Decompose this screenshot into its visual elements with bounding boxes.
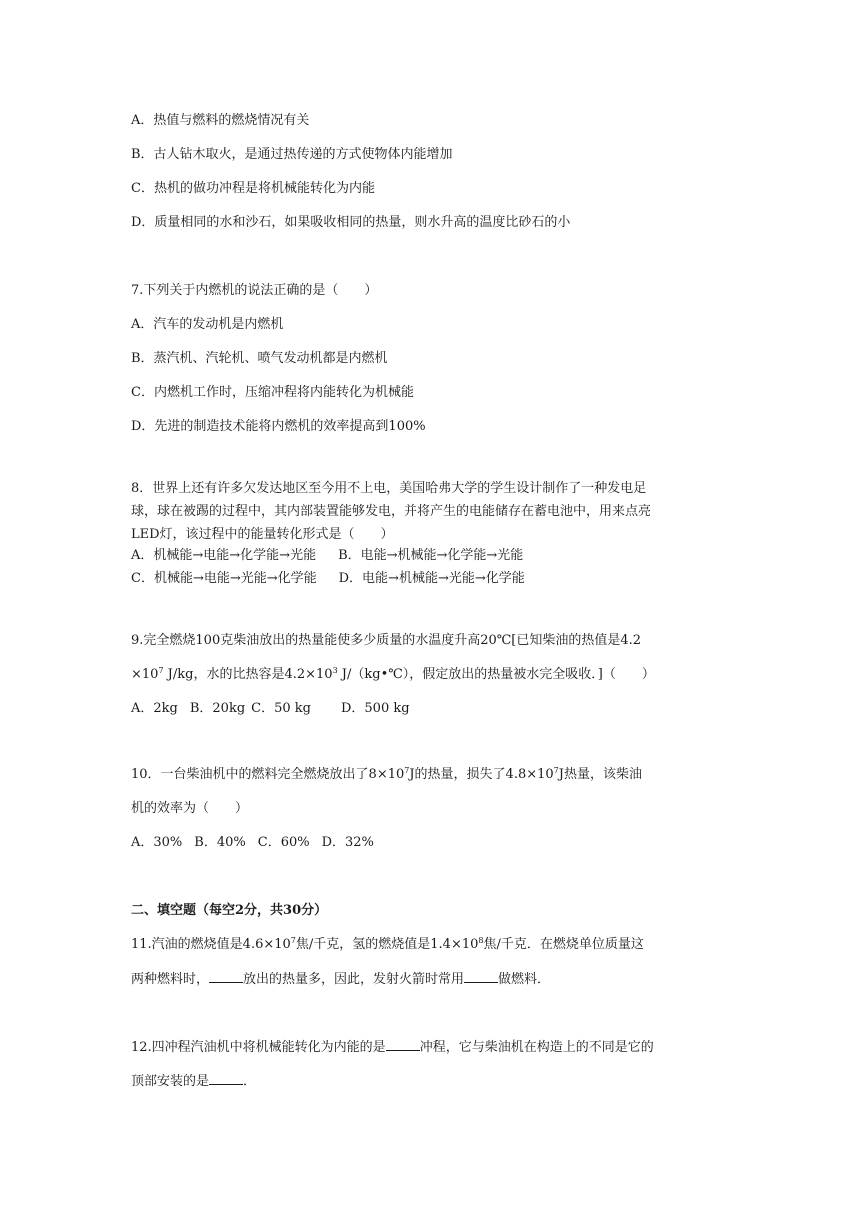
- q8-stem-line3: LED灯，该过程中的能量转化形式是（ ）: [131, 527, 394, 542]
- q9-stem-line2: [131, 666, 655, 684]
- q10-option-b: B．40%: [194, 835, 246, 850]
- section-heading: 二、填空题（每空2分，共30分）: [131, 903, 328, 918]
- q12-text-part: 冲程，它与柴油机在构造上的不同是它的: [419, 1040, 654, 1055]
- q7-option-d: D．先进的制造技术能将内燃机的效率提高到100%: [131, 419, 426, 434]
- q11-exponent: 7: [290, 936, 296, 945]
- q9-option-b: B．20kg: [189, 701, 246, 716]
- q10-exponent: 7: [404, 766, 410, 775]
- q8-options-row2: [131, 570, 525, 588]
- q11-text-part: 焦/千克．在燃烧单位质量这: [483, 937, 644, 952]
- q10-options: [131, 834, 374, 852]
- q11-text-part: 两种燃料时，: [131, 972, 210, 987]
- q11-text-part: 放出的热量多，因此，发射火箭时常用: [243, 972, 465, 987]
- answer-blank[interactable]: [386, 1038, 420, 1051]
- q8-stem-line2: 球，球在被踢的过程中，其内部装置能够发电，并将产生的电能储存在蓄电池中，用来点亮: [131, 504, 652, 519]
- q6-option-c: C．热机的做功冲程是将机械能转化为内能: [131, 181, 375, 196]
- q11-stem-line2: [131, 970, 550, 989]
- q6-option-b: B．古人钻木取火，是通过热传递的方式使物体内能增加: [131, 147, 453, 162]
- q11-text-part: 焦/千克，氢的燃烧值是1.4×10: [295, 937, 479, 952]
- q9-option-a: A．2kg: [131, 701, 178, 716]
- q8-option-b: B．电能→机械能→化学能→光能: [338, 548, 524, 563]
- q10-text-part: J热量，该柴油: [558, 767, 642, 782]
- q10-text-part: 10．一台柴油机中的燃料完全燃烧放出了8×10: [131, 767, 405, 782]
- q12-text-part: ．: [243, 1074, 257, 1089]
- q9-options: [131, 700, 410, 718]
- q9-exponent: 3: [332, 666, 338, 675]
- q10-option-d: D．32%: [321, 835, 374, 850]
- q10-text-part: J的热量，损失了4.8×10: [409, 767, 554, 782]
- q12-text-part: 顶部安装的是: [131, 1074, 210, 1089]
- q11-stem-line1: [131, 936, 644, 954]
- q6-option-a: A．热值与燃料的燃烧情况有关: [131, 113, 310, 128]
- q10-stem-line1: [131, 766, 642, 784]
- q10-option-a: A．30%: [131, 835, 183, 850]
- q9-text-part: ×10: [131, 667, 159, 682]
- q10-exponent: 7: [553, 766, 559, 775]
- q10-option-c: C．60%: [257, 835, 310, 850]
- q8-stem-line1: 8．世界上还有许多欠发达地区至今用不上电，美国哈弗大学的学生设计制作了一种发电足: [131, 481, 647, 496]
- q11-text-part: 11.汽油的燃烧值是4.6×10: [131, 937, 291, 952]
- q12-stem-line2: [131, 1072, 256, 1091]
- q9-exponent: 7: [158, 666, 164, 675]
- q7-option-c: C．内燃机工作时，压缩冲程将内能转化为机械能: [131, 385, 414, 400]
- q12-text-part: 12.四冲程汽油机中将机械能转化为内能的是: [131, 1040, 386, 1055]
- q10-stem-line2: 机的效率为（ ）: [131, 801, 249, 816]
- answer-blank[interactable]: [209, 1072, 243, 1085]
- q11-exponent: 8: [478, 936, 484, 945]
- q9-option-c: C．50 kg: [251, 701, 311, 716]
- q6-option-d: D．质量相同的水和沙石，如果吸收相同的热量，则水升高的温度比砂石的小: [131, 215, 571, 230]
- q9-stem-line1: 9.完全燃烧100克柴油放出的热量能使多少质量的水温度升高20℃[已知柴油的热值是4.2: [131, 633, 642, 648]
- q7-stem: 7.下列关于内燃机的说法正确的是（ ）: [131, 283, 378, 298]
- answer-blank[interactable]: [209, 970, 243, 983]
- q8-option-a: A．机械能→电能→化学能→光能: [131, 548, 317, 563]
- q7-option-a: A．汽车的发动机是内燃机: [131, 317, 284, 332]
- q8-option-d: D．电能→机械能→光能→化学能: [338, 571, 525, 586]
- q11-text-part: 做燃料．: [498, 972, 551, 987]
- q12-stem-line1: [131, 1038, 654, 1057]
- q8-option-c: C．机械能→电能→光能→化学能: [131, 571, 317, 586]
- q9-text-part: J/（kg•℃），假定放出的热量被水完全吸收．]（ ）: [337, 667, 655, 682]
- q9-text-part: J/kg，水的比热容是4.2×10: [163, 667, 333, 682]
- q8-options-row1: [131, 547, 523, 565]
- q7-option-b: B．蒸汽机、汽轮机、喷气发动机都是内燃机: [131, 351, 388, 366]
- answer-blank[interactable]: [464, 970, 498, 983]
- q9-option-d: D．500 kg: [340, 701, 410, 716]
